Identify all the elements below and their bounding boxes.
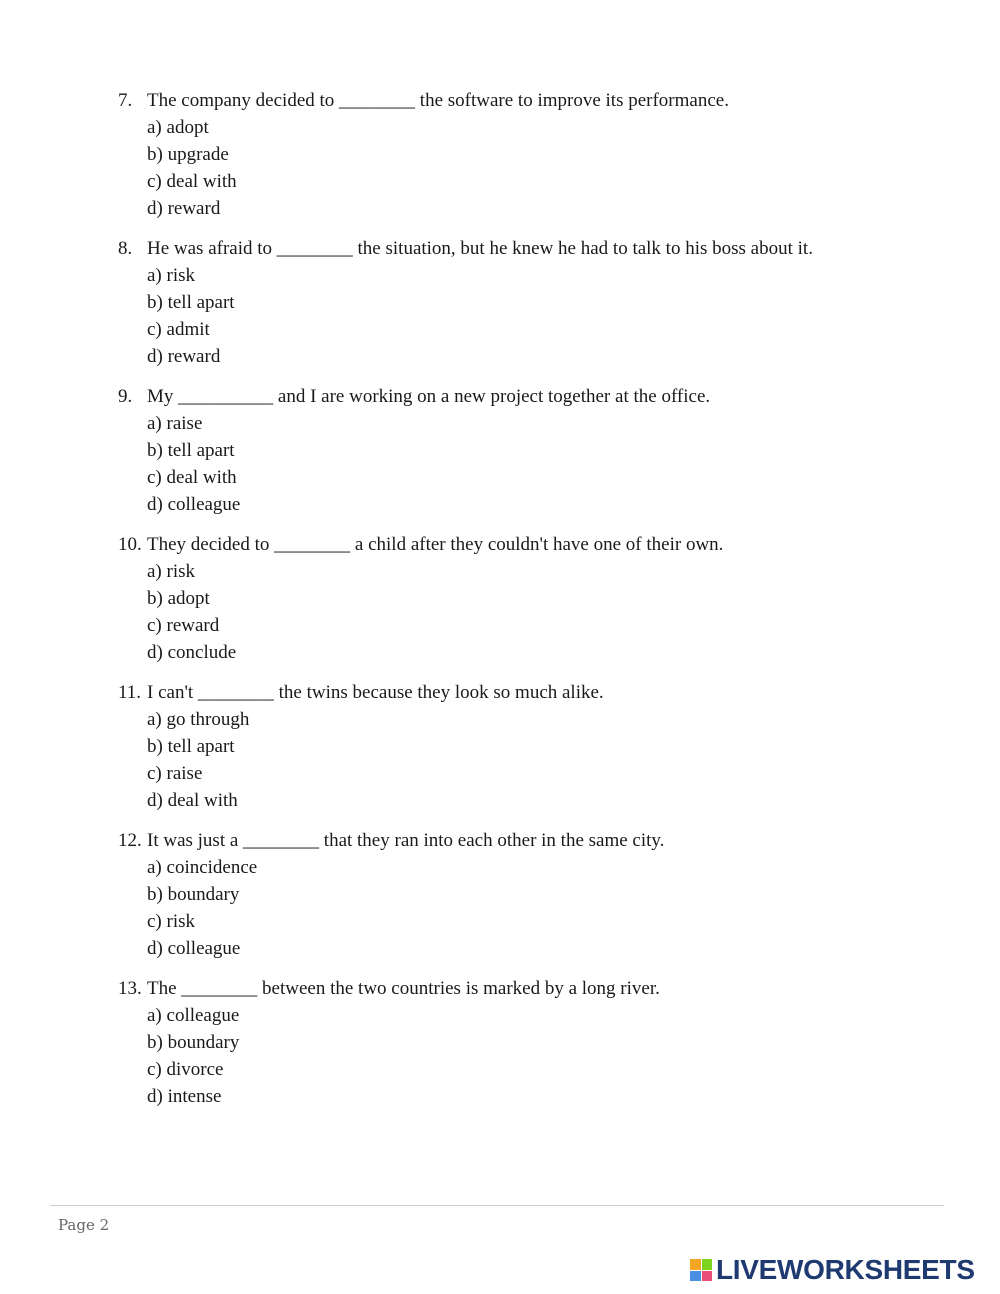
question-item [118,531,938,666]
brand-logo[interactable] [690,1253,975,1287]
question-item [118,827,938,962]
answer-option: a) go through [147,709,250,730]
answer-option: c) deal with [147,467,237,488]
answer-option: b) tell apart [147,440,235,461]
logo-square [702,1271,713,1282]
logo-square [690,1259,701,1270]
answer-option: d) conclude [147,642,237,663]
question-item [118,679,938,814]
question-text: They decided to ________ a child after they couldn't have one of their own. [147,534,724,555]
question-item [118,235,938,370]
question-number: 8. [118,238,133,259]
answer-option: b) upgrade [147,144,229,165]
answer-option: c) reward [147,615,220,636]
answer-option: c) divorce [147,1059,224,1080]
answer-option: d) colleague [147,494,241,515]
answer-option: d) reward [147,346,221,367]
answer-option: d) colleague [147,938,241,959]
answer-option: a) adopt [147,117,209,138]
question-item [118,87,938,222]
question-text: It was just a ________ that they ran into each other in the same city. [147,830,665,851]
answer-option: b) adopt [147,588,210,609]
answer-option: a) risk [147,561,196,582]
question-text: My __________ and I are working on a new project together at the office. [147,386,711,407]
answer-option: a) raise [147,413,203,434]
answer-option: d) deal with [147,790,238,811]
question-item [118,975,938,1110]
question-number: 12. [118,830,142,851]
answer-option: c) risk [147,911,196,932]
answer-option: b) boundary [147,884,240,905]
logo-square [702,1259,713,1270]
answer-option: b) tell apart [147,736,235,757]
logo-square [690,1271,701,1282]
question-item [118,383,938,518]
answer-option: c) raise [147,763,203,784]
page-number: Page 2 [58,1216,110,1234]
answer-option: b) boundary [147,1032,240,1053]
question-number: 11. [118,682,142,703]
question-text: The company decided to ________ the software to improve its performance. [147,90,729,111]
question-list [118,87,938,1123]
question-number: 9. [118,386,133,407]
answer-option: a) coincidence [147,857,258,878]
answer-option: b) tell apart [147,292,235,313]
answer-option: c) admit [147,319,210,340]
answer-option: d) reward [147,198,221,219]
question-text: The ________ between the two countries is marked by a long river. [147,978,660,999]
question-text: He was afraid to ________ the situation, but he knew he had to talk to his boss about it. [147,238,813,259]
question-number: 7. [118,90,133,111]
answer-option: a) colleague [147,1005,240,1026]
question-number: 10. [118,534,142,555]
liveworksheets-logo-icon [690,1259,712,1281]
question-text: I can't ________ the twins because they look so much alike. [147,682,604,703]
answer-option: d) intense [147,1086,222,1107]
question-number: 13. [118,978,142,999]
answer-option: a) risk [147,265,196,286]
answer-option: c) deal with [147,171,237,192]
brand-name: LIVEWORKSHEETS [716,1254,975,1285]
footer-divider [50,1205,944,1206]
